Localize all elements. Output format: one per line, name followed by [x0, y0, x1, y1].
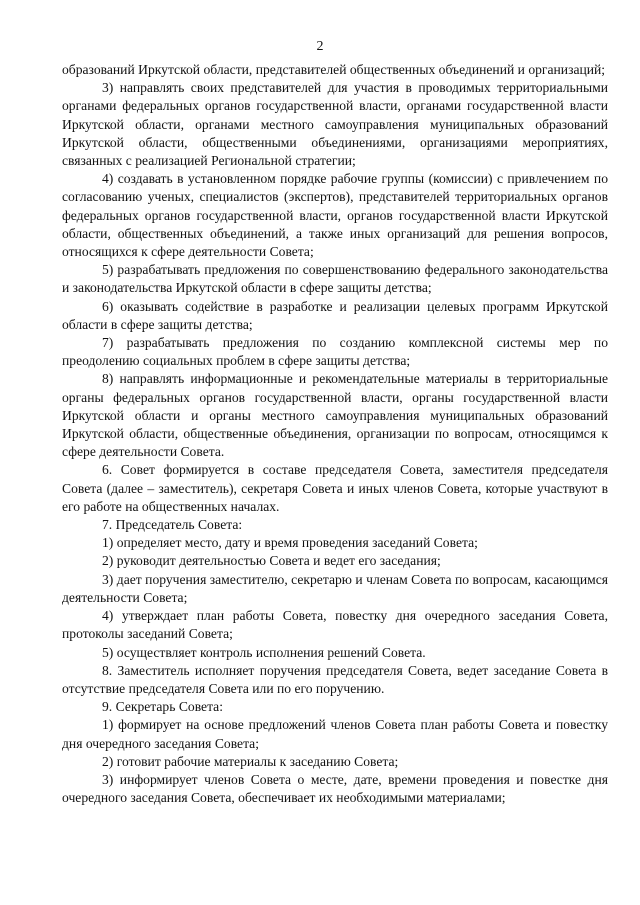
- paragraph: 3) дает поручения заместителю, секретарю и членам Совета по вопросам, касающимся деятельности Совета;: [62, 571, 608, 605]
- paragraph: 4) создавать в установленном порядке рабочие группы (комиссии) с привлечением по согласованию ученых, специалистов (экспертов), представителей территориальных органов федеральных органов государственной власти, органов государственной власти Иркутской области, общественных объединений, а также иных организаций для решения вопросов, относящихся к сфере деятельности Совета;: [62, 171, 608, 260]
- paragraph: 2) готовит рабочие материалы к заседанию Совета;: [102, 753, 399, 769]
- paragraph: 1) определяет место, дату и время проведения заседаний Совета;: [102, 535, 478, 551]
- paragraph: 2) руководит деятельностью Совета и ведет его заседания;: [102, 553, 441, 569]
- paragraph: 8) направлять информационные и рекомендательные материалы в территориальные органы федеральных органов государственной власти, органы государственной власти Иркутской области и органы местного самоуправления муниципальных образований Иркутской области, общественные объединения, организации по вопросам, относящимся к сфере деятельности Совета.: [62, 371, 608, 460]
- paragraph: 4) утверждает план работы Совета, повестку дня очередного заседания Совета, протоколы заседаний Совета;: [62, 608, 608, 642]
- paragraph: 1) формирует на основе предложений членов Совета план работы Совета и повестку дня очередного заседания Совета;: [62, 717, 608, 751]
- section-heading: 7. Председатель Совета:: [102, 517, 243, 533]
- paragraph: 5) разрабатывать предложения по совершенствованию федерального законодательства и законодательства Иркутской области в сфере защиты детства;: [62, 262, 608, 296]
- paragraph: 3) информирует членов Совета о месте, дате, времени проведения и повестке дня очередного заседания Совета, обеспечивает их необходимыми материалами;: [62, 771, 608, 806]
- paragraph: 6) оказывать содействие в разработке и реализации целевых программ Иркутской области в сфере защиты детства;: [62, 298, 608, 332]
- page-number: 2: [316, 39, 324, 54]
- document-body: [62, 61, 608, 807]
- paragraph: образований Иркутской области, представителей общественных объединений и организаций;: [62, 62, 606, 77]
- section-heading: 9. Секретарь Совета:: [102, 699, 223, 715]
- paragraph: 7) разрабатывать предложения по созданию комплексной системы мер по преодолению социальных проблем в сфере защиты детства;: [62, 335, 608, 369]
- paragraph: 3) направлять своих представителей для участия в проводимых территориальными органами федеральных органов государственной власти, органами государственной власти Иркутской области, органами местного самоуправления муниципальных образований Иркутской области, общественными объединениями, организациями мероприятиях, связанных с реализацией Региональной стратегии;: [62, 80, 608, 169]
- paragraph: 5) осуществляет контроль исполнения решений Совета.: [102, 644, 426, 660]
- paragraph: 8. Заместитель исполняет поручения председателя Совета, ведет заседание Совета в отсутствие председателя Совета или по его поручению.: [62, 662, 608, 696]
- paragraph: 6. Совет формируется в составе председателя Совета, заместителя председателя Совета (далее – заместитель), секретаря Совета и иных членов Совета, которые участвуют в его работе на общественных началах.: [62, 462, 608, 514]
